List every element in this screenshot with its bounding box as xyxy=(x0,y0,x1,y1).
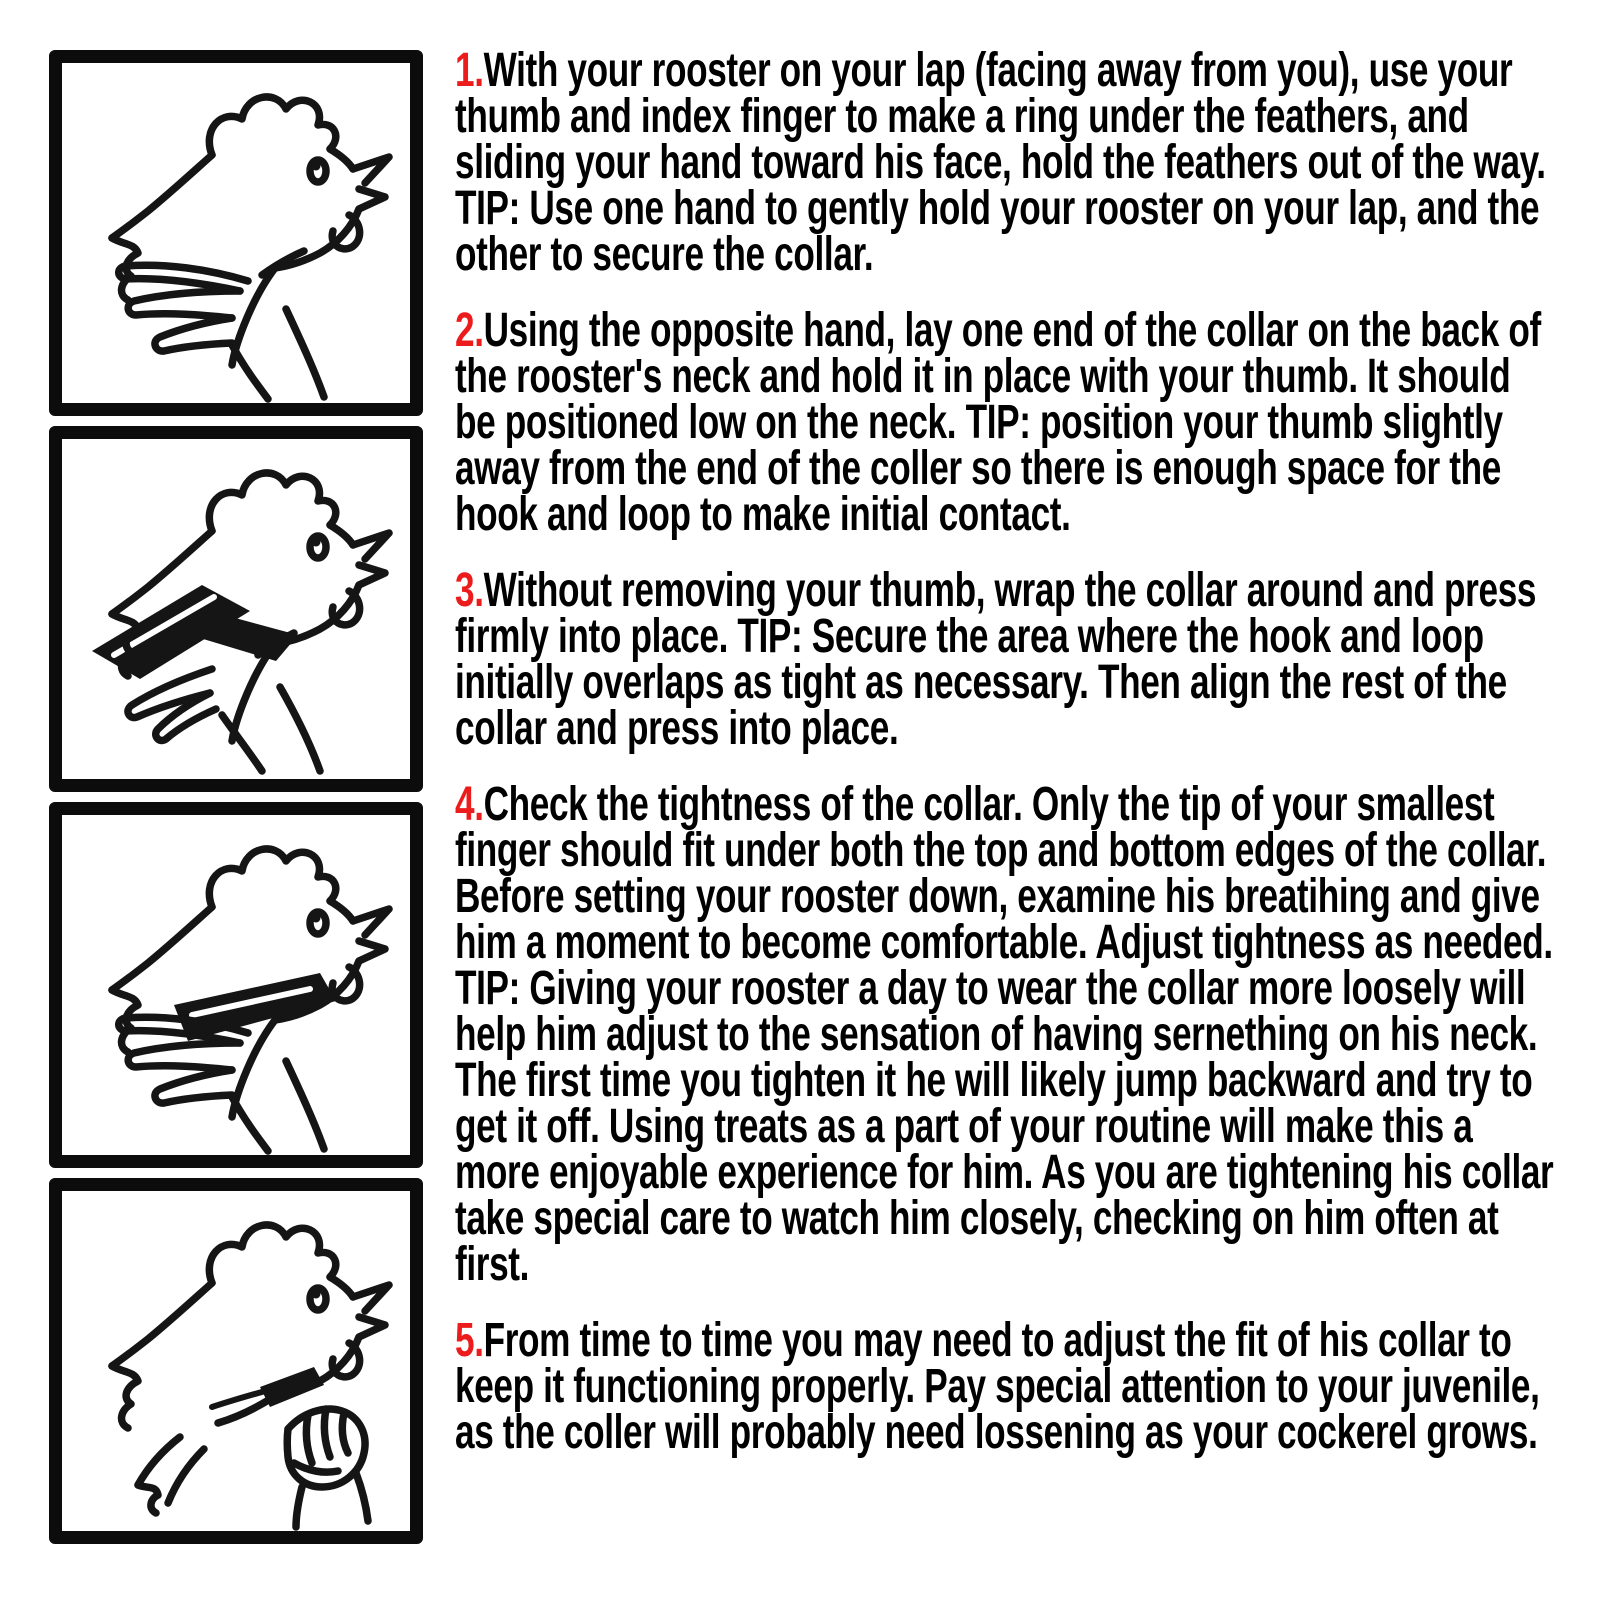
wrist xyxy=(232,1097,268,1151)
upper-beak xyxy=(353,1285,389,1311)
rooster-drawing-step-4 xyxy=(62,1191,410,1531)
step-5 xyxy=(455,1314,1555,1459)
lower-beak xyxy=(359,1317,385,1337)
chest xyxy=(232,268,275,365)
step-1-number: 1. xyxy=(455,44,484,97)
upper-beak xyxy=(353,533,389,559)
step-1-text: With your rooster on your lap (facing away from you), use your thumb and index finger to make a ring under the feathers, and sliding your hand toward his face, hold the feathers out of the way. TIP: Use one hand to gently hold your rooster on your lap, and the other to secure the collar. xyxy=(455,44,1546,281)
step-3-text: Without removing your thumb, wrap the collar around and press firmly into place. TIP: Secure the area where the hook and loop initially overlaps as tight as necessary. Then align the rest of the collar and press into place. xyxy=(455,564,1537,755)
rooster-step-1 xyxy=(112,97,389,399)
hand-fingers-ring xyxy=(119,251,324,399)
step-5-text: From time to time you may need to adjust the fit of his collar to keep it functioning properly. Pay special attention to your juvenile, as the coller will probably need lossening as your cockerel grows. xyxy=(455,1314,1540,1459)
step-3-number: 3. xyxy=(455,564,484,617)
forehead xyxy=(330,525,353,545)
rooster-drawing-step-3 xyxy=(62,815,410,1155)
wrist xyxy=(286,309,324,397)
rooster-drawing-step-1 xyxy=(62,63,410,403)
back-of-neck xyxy=(112,907,212,990)
forehead xyxy=(330,1277,353,1297)
chest xyxy=(232,644,275,741)
step-4-text: Check the tightness of the collar. Only the tip of your smallest finger should fit under both the top and bottom edges of the collar. Before setting your rooster down, examine his breatihing and give him a moment to become comfortable. Adjust tightness as needed. TIP: Giving your rooster a day to wear the collar more loosely will help him adjust to the sensation of having sernething on his neck. The first time you tighten it he will likely jump backward and try to get it off. Using treats as a part of your routine will make this a more enjoyable experience for him. As you are tightening his collar take special care to watch him closely, checking on him often at first. xyxy=(455,778,1554,1291)
lower-beak xyxy=(359,565,385,585)
tail-feather xyxy=(138,1437,180,1485)
step-5-number: 5. xyxy=(455,1314,484,1367)
hackle-feathers xyxy=(112,1366,138,1428)
step-4 xyxy=(455,778,1555,1291)
rooster-head xyxy=(112,473,389,741)
wrist xyxy=(280,687,320,771)
illustration-panel-3 xyxy=(49,802,423,1168)
pupil xyxy=(312,1290,321,1299)
instruction-steps xyxy=(455,44,1555,1486)
comb xyxy=(209,1225,335,1283)
lower-beak xyxy=(359,189,385,209)
back-of-neck xyxy=(112,1283,212,1366)
collar-on-neck xyxy=(190,609,298,661)
illustration-panel-1 xyxy=(49,50,423,416)
knuckle xyxy=(324,1409,330,1457)
hand-pressing xyxy=(119,1017,324,1151)
lower-beak xyxy=(359,941,385,961)
pupil xyxy=(312,162,321,171)
upper-beak xyxy=(353,909,389,935)
pupil xyxy=(312,538,321,547)
upper-beak xyxy=(353,157,389,183)
back-of-neck xyxy=(112,155,212,238)
step-2 xyxy=(455,304,1555,541)
rooster-head xyxy=(112,97,389,365)
illustration-panel-4 xyxy=(49,1178,423,1544)
rooster-drawing-step-2 xyxy=(62,439,410,779)
rooster-step-3 xyxy=(112,849,389,1151)
wrist xyxy=(296,1487,302,1527)
tail-feather xyxy=(168,1449,204,1503)
step-2-number: 2. xyxy=(455,304,484,357)
rooster-body xyxy=(138,1396,275,1513)
wrist xyxy=(356,1473,368,1521)
illustration-panel-2 xyxy=(49,426,423,792)
wrist xyxy=(286,1061,324,1149)
comb xyxy=(209,849,335,907)
pupil xyxy=(312,914,321,923)
tail-fluff xyxy=(138,1485,158,1513)
step-2-text: Using the opposite hand, lay one end of the collar on the back of the rooster's neck and hold it in place with your thumb. It should be positioned low on the neck. TIP: position your thumb slightly away from the end of the coller so there is enough space for the hook and loop to make initial contact. xyxy=(455,304,1541,541)
rooster-step-2 xyxy=(92,473,389,771)
illustration-column xyxy=(49,50,423,1544)
fist-checking xyxy=(287,1409,368,1527)
wrist xyxy=(222,715,262,771)
forehead xyxy=(330,901,353,921)
rooster-step-4 xyxy=(112,1225,389,1527)
step-1 xyxy=(455,44,1555,281)
knuckle xyxy=(306,1415,312,1463)
step-4-number: 4. xyxy=(455,778,484,831)
knuckle xyxy=(342,1413,348,1453)
collar-wrapped xyxy=(174,973,336,1041)
comb xyxy=(209,97,335,155)
comb xyxy=(209,473,335,531)
forehead xyxy=(330,149,353,169)
rooster-head xyxy=(112,849,389,1117)
thumb xyxy=(294,1463,338,1472)
step-3 xyxy=(455,564,1555,755)
